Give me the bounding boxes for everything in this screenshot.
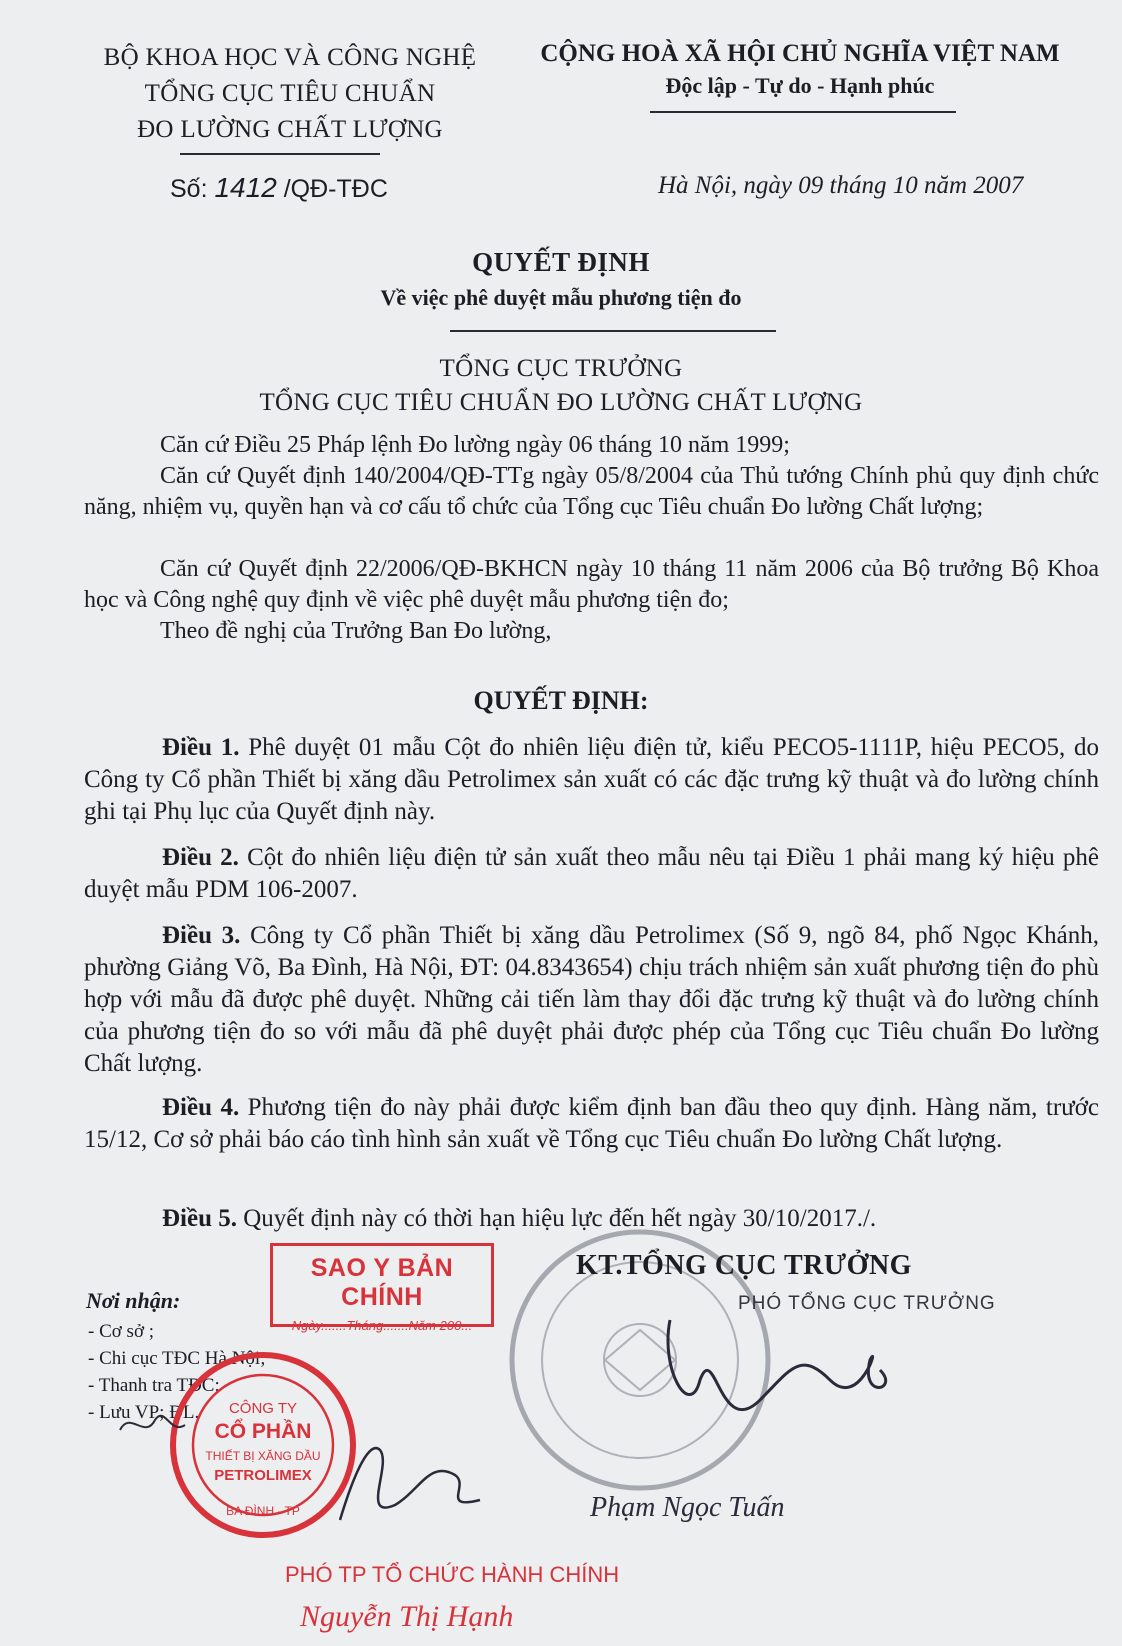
copy-stamp-title: SAO Y BẢN CHÍNH [310,1254,454,1311]
company-seal-icon [173,1355,353,1535]
national-motto: Độc lập - Tự do - Hạnh phúc [665,73,935,98]
preamble-1: Căn cứ Điều 25 Pháp lệnh Đo lường ngày 06 tháng 10 năm 1999; [160,432,790,458]
recipient-item: - Thanh tra TĐC; [88,1375,220,1396]
org-line-3: ĐO LƯỜNG CHẤT LƯỢNG [137,116,443,143]
seal-line-2: CỔ PHẦN [214,1420,312,1443]
doc-number-prefix: Số: [170,175,208,203]
article-text: Phê duyệt 01 mẫu Cột đo nhiên liệu điện tử, kiểu PECO5-1111P, hiệu PECO5, do Công ty Cổ phần Thiết bị xăng dầu Petrolimex sản xuất có các đặc trưng kỹ thuật và đo lường chính ghi tại Phụ lục của Quyết định này. [84,734,1100,825]
doc-number-suffix: /QĐ-TĐC [283,175,388,203]
org-line-2: TỔNG CỤC TIÊU CHUẨN [144,80,436,107]
decision-heading: QUYẾT ĐỊNH: [473,686,649,715]
recipients-title: Nơi nhận: [86,1288,181,1313]
seal-line-5: BA ĐÌNH - TP [226,1504,300,1518]
seal-line-3: THIẾT BỊ XĂNG DẦU [205,1449,321,1463]
org-line-1: BỘ KHOA HỌC VÀ CÔNG NGHỆ [103,44,477,71]
article-text: Quyết định này có thời hạn hiệu lực đến hết ngày 30/10/2017./. [243,1205,877,1232]
signer-name: Phạm Ngọc Tuấn [590,1492,785,1523]
preamble-3: Căn cứ Quyết định 22/2006/QĐ-BKHCN ngày 10 tháng 11 năm 2006 của Bộ trưởng Bộ Khoa học và Công nghệ quy định về việc phê duyệt mẫu phương tiện đo; [84,556,1099,613]
recipient-item: - Cơ sở ; [88,1321,155,1342]
article-label: Điều 1. [162,734,240,761]
preamble-2: Căn cứ Quyết định 140/2004/QĐ-TTg ngày 05/8/2004 của Thủ tướng Chính phủ quy định chức năng, nhiệm vụ, quyền hạn và cơ cấu tổ chức của Tổng cục Tiêu chuẩn Đo lường Chất lượng; [84,463,1099,520]
article-label: Điều 3. [162,922,241,949]
place-and-date: Hà Nội, ngày 09 tháng 10 năm 2007 [658,172,1024,199]
document-title: QUYẾT ĐỊNH [472,247,650,277]
article-label: Điều 2. [162,844,239,871]
doc-number-handwritten: 1412 [214,172,277,203]
recipient-item: - Chi cục TĐC Hà Nội; [88,1348,266,1369]
signer-deputy-title: PHÓ TỔNG CỤC TRƯỞNG [738,1293,996,1314]
director-signature-icon [668,1320,886,1410]
article-text: Cột đo nhiên liệu điện tử sản xuất theo mẫu nêu tại Điều 1 phải mang ký hiệu phê duyệt mẫu PDM 106-2007. [84,844,1100,903]
authority-line-2: TỔNG CỤC TIÊU CHUẨN ĐO LƯỜNG CHẤT LƯỢNG [259,389,863,416]
article-label: Điều 5. [162,1205,237,1232]
article-label: Điều 4. [162,1094,240,1121]
certified-copy-stamp [270,1243,494,1333]
nation-name: CỘNG HOÀ XÃ HỘI CHỦ NGHĨA VIỆT NAM [540,40,1060,67]
article-text: Phương tiện đo này phải được kiểm định ban đầu theo quy định. Hàng năm, trước 15/12, Cơ sở phải báo cáo tình hình sản xuất về Tổng cục Tiêu chuẩn Đo lường Chất lượng. [84,1094,1100,1153]
seal-line-4: PETROLIMEX [214,1467,312,1484]
seal-line-1: CÔNG TY [228,1400,298,1417]
preamble-4: Theo đề nghị của Trưởng Ban Đo lường, [160,618,552,644]
copy-stamp-date: Ngày.......Tháng.......Năm 200... [291,1318,473,1333]
signer-role: KT.TỔNG CỤC TRƯỞNG [576,1250,912,1281]
article-text: Công ty Cổ phần Thiết bị xăng dầu Petrolimex (Số 9, ngõ 84, phố Ngọc Khánh, phường Giảng Võ, Ba Đình, Hà Nội, ĐT: 04.8343654) chịu trách nhiệm sản xuất phương tiện đo phù hợp với mẫu đã được phê duyệt. Những cải tiến làm thay đổi đặc trưng kỹ thuật và đo lường chính của phương tiện đo so với mẫu đã phê duyệt phải được phép của Tổng cục Tiêu chuẩn Đo lường Chất lượng. [84,922,1100,1077]
certifier-role: PHÓ TP TỔ CHỨC HÀNH CHÍNH [285,1562,620,1587]
certifier-signature-icon [340,1448,480,1520]
certifier-name: Nguyễn Thị Hạnh [300,1600,514,1633]
recipient-item: - Lưu VP; ĐL. [88,1402,200,1423]
authority-line-1: TỔNG CỤC TRƯỞNG [439,355,683,382]
document-subtitle: Về việc phê duyệt mẫu phương tiện đo [380,285,742,310]
